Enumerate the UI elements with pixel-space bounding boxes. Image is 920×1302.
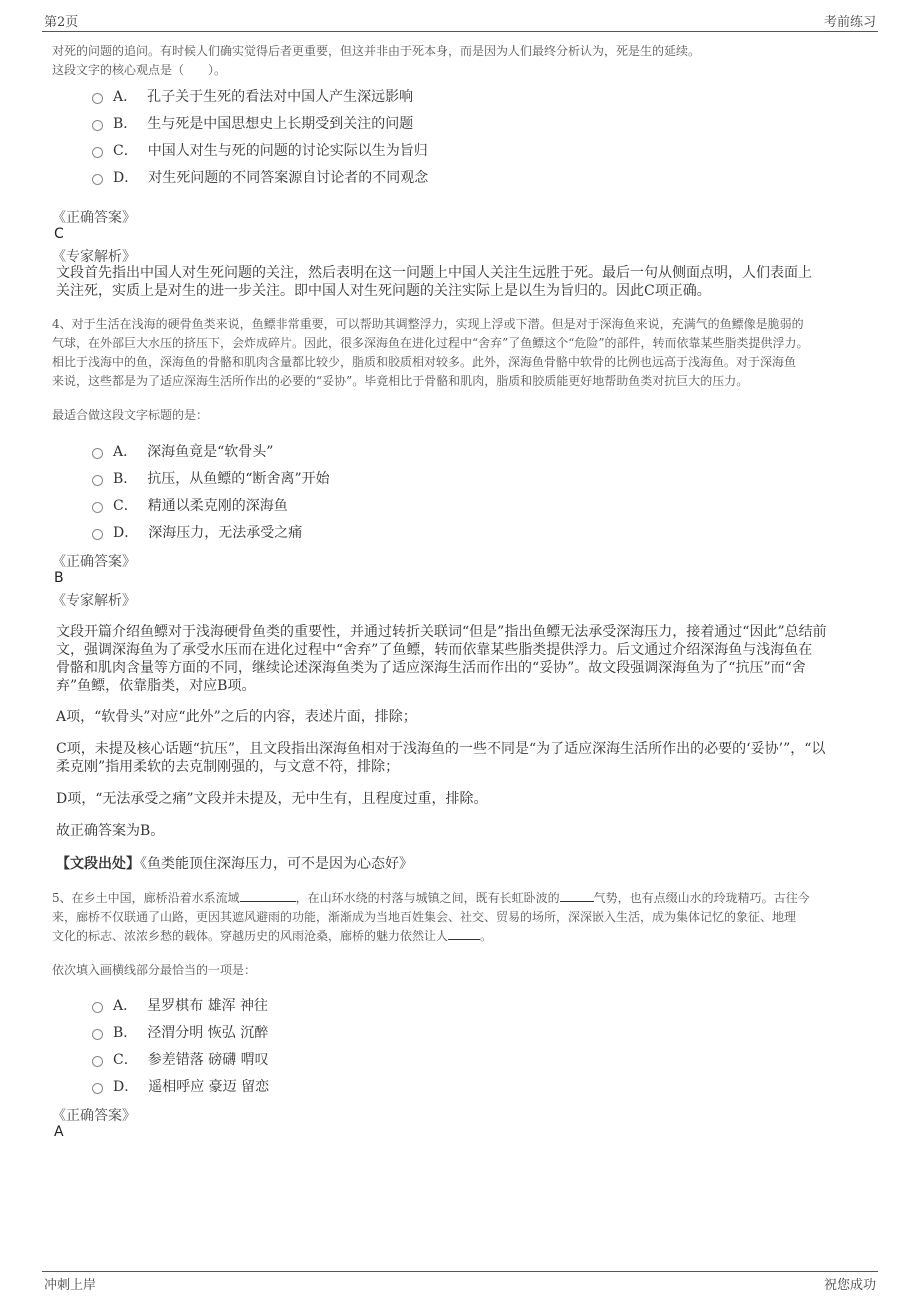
q4-item-c-line-1: C项，未提及核心话题“抗压”，且文段指出深海鱼相对于浅海鱼的一些不同是“为了适应深海生活所作出的必要的‘妥协’”，“以 [56, 741, 826, 757]
option-text: 泾渭分明 恢弘 沉醉 [147, 1025, 269, 1041]
q5-option-b[interactable] [92, 1022, 268, 1042]
q3-analysis-line-2: 关注死，实质上是对生的进一步关注。即中国人对生死问题的关注实际上是以生为旨归的。因此C项正确。 [56, 283, 711, 299]
q5-answer-label: 《正确答案》 [52, 1108, 136, 1124]
q4-analysis-label: 《专家解析》 [52, 593, 136, 609]
q4-option-c[interactable] [92, 495, 288, 515]
q4-stem-line-4: 来说，这些都是为了适应深海生活所作出的必要的“妥协”。毕竟相比于骨骼和肌肉，脂质和胶质能更好地帮助鱼类对抗巨大的压力。 [52, 374, 749, 388]
option-text: 参差错落 磅礴 喟叹 [147, 1052, 269, 1068]
q3-option-a[interactable] [92, 86, 413, 106]
q4-source [56, 856, 413, 873]
footer-left: 冲刺上岸 [44, 1278, 97, 1293]
radio-icon[interactable] [92, 1002, 103, 1013]
q4-analysis-line-1: 文段开篇介绍鱼鳔对于浅海硬骨鱼类的重要性，并通过转折关联词“但是”指出鱼鳔无法承受深海压力，接着通过“因此”总结前 [56, 624, 827, 640]
header-title: 考前练习 [823, 15, 876, 30]
option-letter: B． [113, 116, 138, 132]
q5-option-d[interactable] [92, 1076, 269, 1096]
q5-option-a[interactable] [92, 995, 268, 1015]
q4-option-b[interactable] [92, 468, 330, 488]
option-text: 遥相呼应 豪迈 留恋 [148, 1079, 270, 1095]
stem-text: 气势，也有点缀山水的玲珑精巧。古往今 [593, 891, 810, 905]
option-text: 孔子关于生死的看法对中国人产生深远影响 [147, 89, 414, 105]
radio-icon[interactable] [92, 1083, 103, 1094]
q4-analysis-line-4: 弃”鱼鳔，依靠脂类，对应B项。 [56, 678, 256, 694]
q3-option-d[interactable] [92, 167, 428, 187]
option-letter: C． [113, 143, 138, 159]
option-letter: B． [113, 471, 138, 487]
q5-answer: A [54, 1124, 64, 1140]
source-tag: 【文段出处】 [56, 856, 140, 872]
radio-icon[interactable] [92, 147, 103, 158]
option-text: 星罗棋布 雄浑 神往 [147, 998, 269, 1014]
q3-analysis-label: 《专家解析》 [52, 249, 136, 265]
q4-stem-line-2: 气球，在外部巨大水压的挤压下，会炸成碎片。因此，很多深海鱼在进化过程中“舍弃”了鱼鳔这个“危险”的部件，转而依靠某些脂类提供浮力。 [52, 336, 809, 350]
option-letter: C． [113, 498, 138, 514]
radio-icon[interactable] [92, 1056, 103, 1067]
stem-text: 。 [480, 929, 493, 943]
radio-icon[interactable] [92, 448, 103, 459]
radio-icon[interactable] [92, 120, 103, 131]
stem-text: 5、在乡土中国，廊桥沿着水系流域 [52, 891, 240, 905]
option-text: 抗压，从鱼鳔的“断舍离”开始 [147, 471, 330, 487]
q3-option-b[interactable] [92, 113, 413, 133]
q4-stem-line-3: 相比于浅海中的鱼，深海鱼的骨骼和肌肉含量都比较少，脂质和胶质相对较多。此外，深海鱼骨骼中软骨的比例也远高于浅海鱼。对于深海鱼 [52, 355, 797, 369]
stem-text: ，在山环水绕的村落与城镇之间，既有长虹卧波的 [295, 891, 560, 905]
q5-question: 依次填入画横线部分最恰当的一项是： [52, 963, 257, 977]
q4-item-d: D项，“无法承受之痛”文段并未提及，无中生有，且程度过重，排除。 [56, 791, 488, 807]
radio-icon[interactable] [92, 475, 103, 486]
option-letter: D． [113, 1079, 139, 1095]
q5-stem-line-1 [52, 889, 810, 908]
option-text: 深海鱼竟是“软骨头” [147, 444, 274, 460]
q3-option-c[interactable] [92, 140, 428, 160]
q4-option-a[interactable] [92, 441, 273, 461]
option-letter: A． [113, 444, 138, 460]
blank-3 [448, 927, 480, 940]
option-text: 对生死问题的不同答案源自讨论者的不同观念 [148, 170, 429, 186]
q4-conclusion: 故正确答案为B。 [56, 823, 165, 839]
radio-icon[interactable] [92, 174, 103, 185]
q4-question: 最适合做这段文字标题的是： [52, 408, 209, 422]
stem-text: 文化的标志、浓浓乡愁的载体。穿越历史的风雨沧桑，廊桥的魅力依然让人 [52, 929, 449, 943]
footer-right: 祝您成功 [823, 1278, 876, 1293]
q3-analysis-line-1: 文段首先指出中国人对生死问题的关注，然后表明在这一问题上中国人关注生远胜于死。最后一句从侧面点明，人们表面上 [56, 265, 812, 281]
q5-option-c[interactable] [92, 1049, 269, 1069]
blank-2 [560, 889, 594, 902]
q4-item-a: A项，“软骨头”对应“此外”之后的内容，表述片面，排除； [56, 709, 417, 725]
radio-icon[interactable] [92, 502, 103, 513]
option-letter: D． [113, 170, 139, 186]
radio-icon[interactable] [92, 1029, 103, 1040]
q4-answer-label: 《正确答案》 [52, 554, 136, 570]
option-text: 深海压力，无法承受之痛 [148, 525, 303, 541]
page-number: 第2页 [44, 15, 79, 30]
option-text: 中国人对生与死的问题的讨论实际以生为旨归 [147, 143, 428, 159]
footer-divider [42, 1271, 878, 1272]
radio-icon[interactable] [92, 93, 103, 104]
option-letter: B． [113, 1025, 138, 1041]
header-divider [42, 31, 878, 32]
option-text: 生与死是中国思想史上长期受到关注的问题 [147, 116, 414, 132]
q4-answer: B [54, 570, 64, 586]
option-letter: D． [113, 525, 139, 541]
option-letter: C． [113, 1052, 138, 1068]
q4-analysis-line-2: 文，强调深海鱼为了承受水压而在进化过程中“舍弃”了鱼鳔，转而依靠某些脂类提供浮力。后文通过介绍深海鱼与浅海鱼在 [56, 642, 813, 658]
radio-icon[interactable] [92, 529, 103, 540]
q3-answer-label: 《正确答案》 [52, 210, 136, 226]
q4-analysis-line-3: 骨骼和肌肉含量等方面的不同，继续论述深海鱼类为了适应深海生活而作出的“妥协”。故文段强调深海鱼为了“抗压”而“舍 [56, 660, 806, 676]
q4-stem-line-1: 4、对于生活在浅海的硬骨鱼类来说，鱼鳔非常重要，可以帮助其调整浮力，实现上浮或下潜。但是对于深海鱼来说，充满气的鱼鳔像是脆弱的 [52, 317, 804, 331]
q4-option-d[interactable] [92, 522, 302, 542]
option-text: 精通以柔克刚的深海鱼 [147, 498, 288, 514]
q3-stem-line-1: 对死的问题的追问。有时候人们确实觉得后者更重要，但这并非由于死本身，而是因为人们最终分析认为，死是生的延续。 [52, 44, 701, 58]
blank-1 [240, 889, 296, 902]
q4-item-c-line-2: 柔克刚”指用柔软的去克制刚强的，与文意不符，排除； [56, 759, 400, 775]
q5-stem-line-3 [52, 927, 492, 946]
source-title: 《鱼类能顶住深海压力，可不是因为心态好》 [140, 856, 413, 872]
q3-stem-line-2: 这段文字的核心观点是（ ）。 [52, 63, 227, 77]
q3-answer: C [54, 226, 64, 242]
option-letter: A． [113, 89, 138, 105]
option-letter: A． [113, 998, 138, 1014]
q5-stem-line-2: 来，廊桥不仅联通了山路，更因其遮风避雨的功能，渐渐成为当地百姓集会、社交、贸易的场所，深深嵌入生活，成为集体记忆的象征、地理 [52, 910, 797, 924]
